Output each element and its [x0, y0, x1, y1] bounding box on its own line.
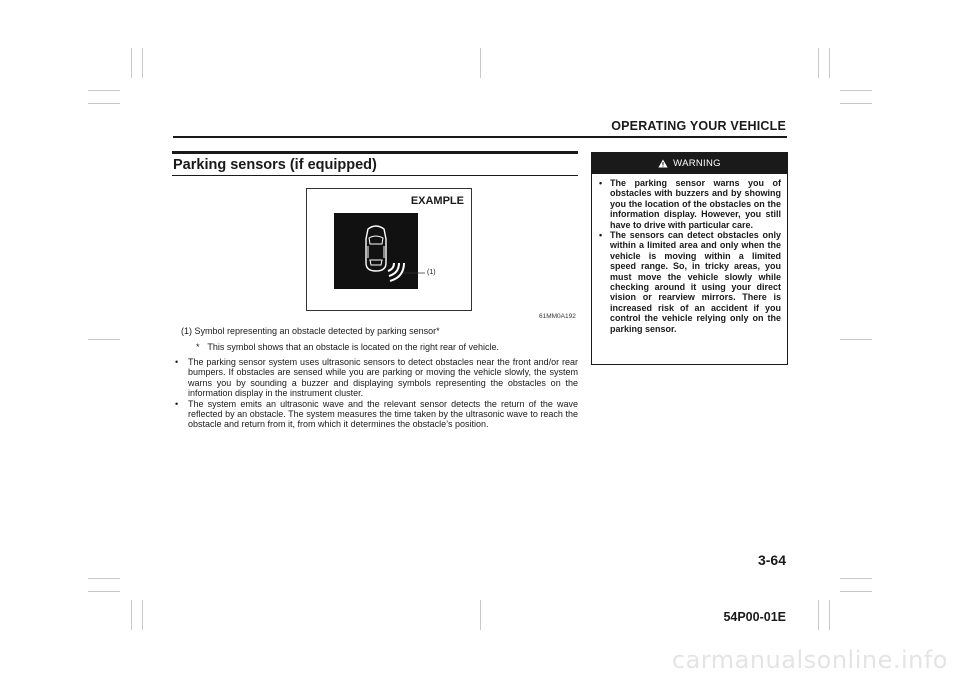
crop-mark [88, 90, 120, 91]
page-number: 3-64 [757, 552, 786, 568]
bullet-marker: • [175, 357, 179, 367]
callout-label: (1) [427, 269, 436, 276]
list-item: • The sensors can detect obstacles only within a limited area and only when the vehicle is moving within a limited speed range. So, in tricky areas, you must move the vehicle slowly while checking around it using your direct vision or rearview mirrors. There is increased risk of an accident if you control the vehicle relying only on the parking sensor. [599, 230, 781, 334]
figure-label: EXAMPLE [410, 195, 464, 207]
bullet-marker: • [599, 178, 603, 188]
crop-mark [818, 600, 819, 630]
crop-mark [142, 48, 143, 78]
crop-mark [88, 591, 120, 592]
crop-mark [818, 48, 819, 78]
crop-mark [829, 600, 830, 630]
running-header: OPERATING YOUR VEHICLE [611, 119, 786, 133]
crop-mark [840, 339, 872, 340]
warning-title: WARNING [673, 158, 721, 169]
crop-mark [88, 578, 120, 579]
body-bullet-list [172, 357, 578, 430]
section-rule-bottom [172, 175, 578, 176]
crop-mark [131, 600, 132, 630]
crop-mark [131, 48, 132, 78]
footnote-text: This symbol shows that an obstacle is located on the right rear of vehicle. [207, 342, 499, 352]
warning-list [592, 174, 787, 334]
crop-mark [829, 48, 830, 78]
crop-mark [480, 48, 481, 78]
crop-mark [480, 600, 481, 630]
figure-caption: (1) Symbol representing an obstacle detected by parking sensor* [181, 326, 440, 336]
document-code: 54P00-01E [723, 610, 786, 624]
bullet-marker: • [175, 398, 179, 409]
crop-mark [840, 578, 872, 579]
warning-box [591, 152, 788, 365]
crop-mark [88, 103, 120, 104]
crop-mark [840, 103, 872, 104]
crop-mark [840, 90, 872, 91]
list-item: • The system emits an ultrasonic wave and the relevant sensor detects the return of the wave reflected by an obstacle. The system measures the time taken by the ultrasonic wave to reach the obstacle and return from it, from which it determines the obstacle’s position. [175, 398, 578, 430]
footnote [196, 342, 499, 352]
crop-mark [840, 591, 872, 592]
watermark: carmanualsonline.info [671, 646, 948, 674]
warning-header [592, 153, 787, 174]
section-title: Parking sensors (if equipped) [173, 157, 377, 173]
warning-triangle-icon [658, 159, 668, 168]
list-item: • The parking sensor system uses ultrasonic sensors to detect obstacles near the front and/or rear bumpers. If obstacles are sensed while you are parking or moving the vehicle slowly, the system warns you by sounding a buzzer and displaying symbols representing the obstacles on the information display in the instrument cluster. [175, 357, 578, 399]
crop-mark [142, 600, 143, 630]
figure-code: 61MM0A192 [539, 313, 576, 320]
header-rule [173, 136, 787, 138]
list-item: • The parking sensor warns you of obstacles with buzzers and by showing you the location of the obstacles on the information display. However, you still have to drive with particular care. [599, 178, 781, 230]
crop-mark [88, 339, 120, 340]
example-figure [306, 188, 472, 311]
bullet-marker: • [599, 230, 603, 241]
callout-leader-line [307, 189, 473, 312]
section-rule-top [172, 151, 578, 154]
footnote-marker: * [196, 342, 200, 352]
